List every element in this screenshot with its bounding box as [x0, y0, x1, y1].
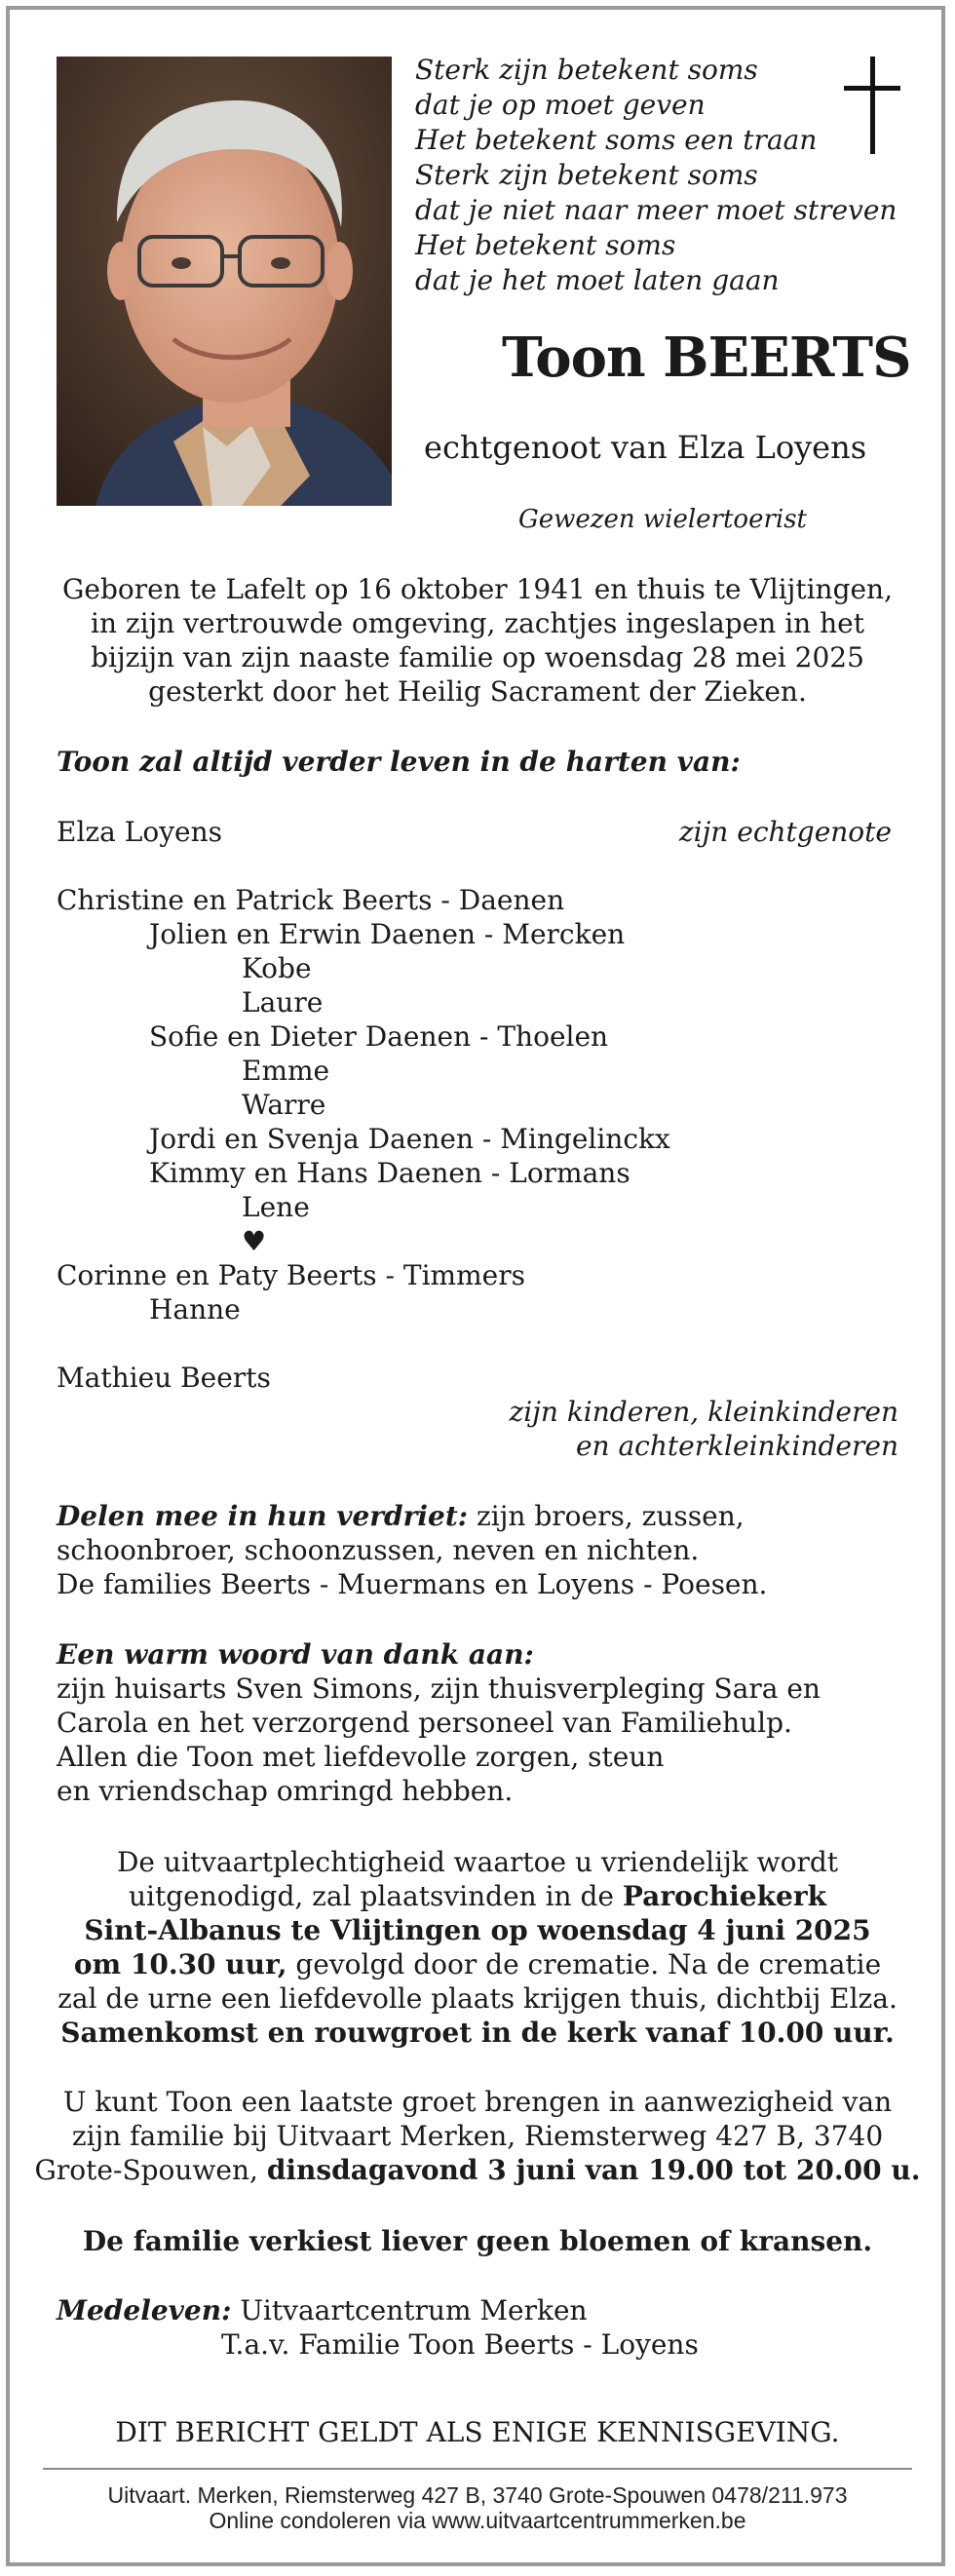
visitation-time: dinsdagavond 3 juni van 19.00 tot 20.00 u. [266, 2154, 921, 2186]
grief-line [57, 1499, 745, 1533]
ceremony-time: om 10.30 uur, [73, 1948, 287, 1980]
family-line: Jordi en Svenja Daenen - Mingelinckx [149, 1123, 670, 1155]
portrait-photo [57, 57, 392, 506]
intro-line: bijzijn van zijn naaste familie op woensdag 28 mei 2025 [91, 641, 864, 673]
poem-line: Sterk zijn betekent soms [415, 159, 758, 191]
flowers-notice: De familie verkiest liever geen bloemen of kransen. [82, 2225, 873, 2257]
ceremony-line: Sint-Albanus te Vlijtingen op woensdag 4 juni 2025 [84, 1914, 871, 1946]
thanks-line: Carola en het verzorgend personeel van Familiehulp. [57, 1707, 792, 1739]
family-line: Jolien en Erwin Daenen - Mercken [149, 918, 626, 950]
family-line: Hanne [149, 1293, 241, 1326]
visitation-line: U kunt Toon een laatste groet brengen in aanwezigheid van [62, 2086, 893, 2118]
footer-online: Online condoleren via www.uitvaartcentrummerken.be [209, 2508, 746, 2533]
footer-address: Uitvaart. Merken, Riemsterweg 427 B, 3740 Grote-Spouwen 0478/211.973 [107, 2482, 848, 2508]
family-line: Laure [242, 986, 324, 1019]
thanks-line: Allen die Toon met liefdevolle zorgen, steun [57, 1741, 665, 1773]
cross-icon [844, 57, 900, 154]
ceremony-church: Parochiekerk [622, 1880, 826, 1912]
family-line: Emme [242, 1055, 330, 1087]
poem-line: dat je het moet laten gaan [415, 264, 780, 296]
thanks-line: en vriendschap omringd hebben. [57, 1775, 514, 1807]
deceased-name: Toon BEERTS [502, 326, 911, 390]
grief-line: De families Beerts - Muermans en Loyens - Poesen. [57, 1568, 768, 1600]
family-line: Kobe [242, 952, 312, 984]
poem-line: Sterk zijn betekent soms [415, 54, 758, 86]
visitation-line: zijn familie bij Uitvaart Merken, Riemsterweg 427 B, 3740 [71, 2120, 884, 2152]
thanks-heading: Een warm woord van dank aan: [57, 1638, 534, 1671]
visitation-line [0, 2153, 955, 2187]
family-line: Mathieu Beerts [57, 1362, 271, 1394]
portrait-illustration [57, 57, 392, 506]
family-line: Christine en Patrick Beerts - Daenen [57, 884, 565, 916]
grief-line: schoonbroer, schoonzussen, neven en nichten. [57, 1534, 700, 1566]
intro-line: Geboren te Lafelt op 16 oktober 1941 en thuis te Vlijtingen, [62, 573, 893, 605]
ceremony-text: gevolgd door de crematie. Na de crematie [286, 1948, 882, 1980]
grief-text: zijn broers, zussen, [468, 1500, 745, 1532]
visitation-text: Grote-Spouwen, [34, 2154, 267, 2186]
condolences-label: Medeleven: [57, 2294, 232, 2326]
condolences-line: T.a.v. Familie Toon Beerts - Loyens [221, 2328, 699, 2361]
condolences-text: Uitvaartcentrum Merken [231, 2294, 588, 2326]
heart-icon: ♥ [242, 1225, 267, 1257]
poem-line: dat je op moet geven [415, 89, 706, 121]
family-heading: Toon zal altijd verder leven in de harten van: [57, 746, 741, 778]
thanks-line: zijn huisarts Sven Simons, zijn thuisverpleging Sara en [57, 1672, 821, 1705]
poem-line: Het betekent soms [415, 229, 676, 261]
poem-line: Het betekent soms een traan [415, 124, 818, 156]
ceremony-text: uitgenodigd, zal plaatsvinden in de [129, 1880, 623, 1912]
family-line: Sofie en Dieter Daenen - Thoelen [149, 1020, 609, 1053]
intro-line: in zijn vertrouwde omgeving, zachtjes ingeslapen in het [91, 607, 864, 639]
ceremony-line [0, 1879, 955, 1913]
condolences-line [57, 2293, 588, 2327]
spouse-line: echtgenoot van Elza Loyens [424, 429, 867, 466]
ceremony-gathering: Samenkomst en rouwgroet in de kerk vanaf 10.00 uur. [60, 2017, 895, 2049]
spouse-name: Elza Loyens [57, 816, 222, 848]
family-line: Lene [242, 1191, 310, 1223]
ceremony-line [0, 1947, 955, 1981]
ceremony-line: zal de urne een liefdevolle plaats krijgen thuis, dichtbij Elza. [57, 1982, 898, 2015]
spouse-role: zijn echtgenote [678, 816, 892, 848]
family-line: Warre [242, 1089, 326, 1121]
family-role: en achterkleinkinderen [575, 1430, 898, 1462]
poem [415, 53, 897, 298]
ceremony-line: De uitvaartplechtigheid waartoe u vriendelijk wordt [116, 1846, 839, 1878]
family-role: zijn kinderen, kleinkinderen [509, 1396, 898, 1428]
sole-notice: DIT BERICHT GELDT ALS ENIGE KENNISGEVING. [115, 2416, 840, 2448]
footer-divider [43, 2468, 912, 2470]
family-line: Corinne en Paty Beerts - Timmers [57, 1259, 525, 1291]
intro-line: gesterkt door het Heilig Sacrament der Zieken. [148, 675, 807, 708]
grief-label: Delen mee in hun verdriet: [57, 1500, 469, 1532]
poem-line: dat je niet naar meer moet streven [415, 194, 898, 226]
occupation: Gewezen wielertoerist [518, 505, 808, 534]
family-line: Kimmy en Hans Daenen - Lormans [149, 1157, 630, 1189]
